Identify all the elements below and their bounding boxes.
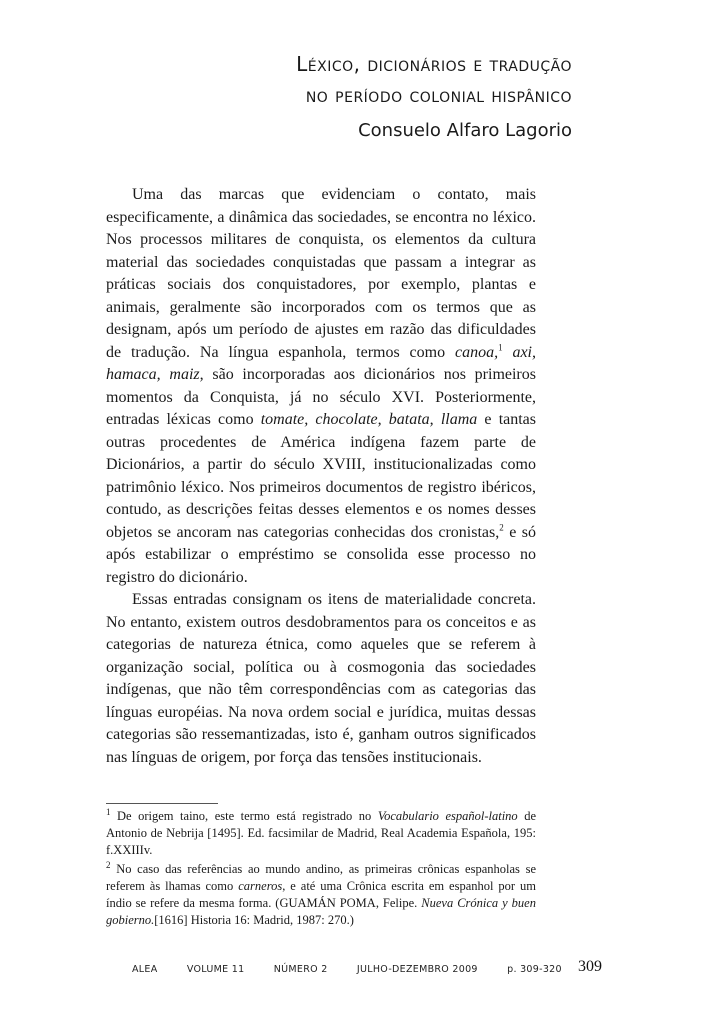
italic-term: canoa, [454,343,499,361]
footnote-divider [106,803,218,804]
footnote-italic: Nueva Crónica y buen gobierno. [106,896,536,927]
footer-period: JULHO-DEZEMBRO 2009 [356,964,478,975]
footer-volume: VOLUME 11 [186,964,245,975]
paragraph-text: e tantas outras procedentes de América indígena fazem parte de Dicionários, a partir do século XVIII, institucionalizadas como patrimônio léxico. Nos primeiros documentos de registro ibéricos, contudo, as descrições feitas desses elementos e os nomes desses objetos se ancoram nas categorias conhecidas dos cronistas, [106,411,537,541]
footnote-italic: carneros [238,879,283,893]
footnote-text: [1616] Historia 16: Madrid, 1987: 270.) [154,913,354,927]
footnote-1 [106,808,536,859]
article-title-line-1: Léxico, dicionários e tradução [296,52,572,76]
footnote-number: 2 [106,859,111,870]
footnote-text: , e até uma Crônica escrita em espanhol por um índio se refere da mesma forma. (GUAMÁN POMA, Felipe. [106,879,536,910]
footnote-italic: Vocabulario español-latino [377,809,518,823]
article-body [106,184,536,769]
footnote-text: de Antonio de Nebrija [1495]. Ed. facsimilar de Madrid, Real Academia Española, 195: f.XXIIIv. [106,809,536,857]
page-number: 309 [578,958,602,975]
footer-pages: p. 309-320 [507,964,562,975]
paragraph-text: Uma das marcas que evidenciam o contato, mais especificamente, a dinâmica das sociedades, se encontra no léxico. Nos processos militares de conquista, os elementos da cultura material das sociedades conquistadas que passam a integrar as práticas sociais dos conquistadores, por exemplo, plantas e animais, geralmente são incorporados com os termos que as designam, após um período de ajustes em razão das dificuldades de tradução. Na língua espanhola, termos como [106,186,536,361]
footnote-2 [106,861,536,929]
body-paragraph-1 [106,184,536,589]
author-name: Consuelo Alfaro Lagorio [358,120,572,141]
paragraph-text: e só após estabilizar o empréstimo se consolida esse processo no registro do dicionário. [106,523,537,586]
italic-term: tomate, chocolate, batata, llama [260,411,478,428]
paragraph-text: são incorporadas aos dicionários nos primeiros momentos da Conquista, já no século XVI. Posteriormente, entradas léxicas como [106,366,536,428]
footer-number: NÚMERO 2 [273,964,328,975]
footnotes [106,808,536,931]
running-footer [132,964,588,975]
footnote-ref-2[interactable]: 2 [499,522,504,533]
article-title-line-2: no período colonial hispânico [305,83,572,107]
footnote-text: No caso das referências ao mundo andino, as primeiras crônicas espanholas se referem às lhamas como [106,862,536,893]
footer-journal: ALEA [132,964,158,975]
body-paragraph-2: Essas entradas consignam os itens de materialidade concreta. No entanto, existem outros desdobramentos para os conceitos e as categorias de natureza étnica, como aqueles que se referem à organização social, política ou à cosmogonia das sociedades indígenas, que não têm correspondências com as categorias das línguas européias. Na nova ordem social e jurídica, muitas dessas categorias são ressemantizadas, isto é, ganham outros significados nas línguas de origem, por força das tensões institucionais. [106,591,536,766]
footnote-number: 1 [106,806,111,817]
italic-term: axi, hamaca, maiz, [106,343,536,383]
footnote-ref-1[interactable]: 1 [498,342,503,353]
footnote-text: De origem taino, este termo está registrado no [110,809,378,823]
